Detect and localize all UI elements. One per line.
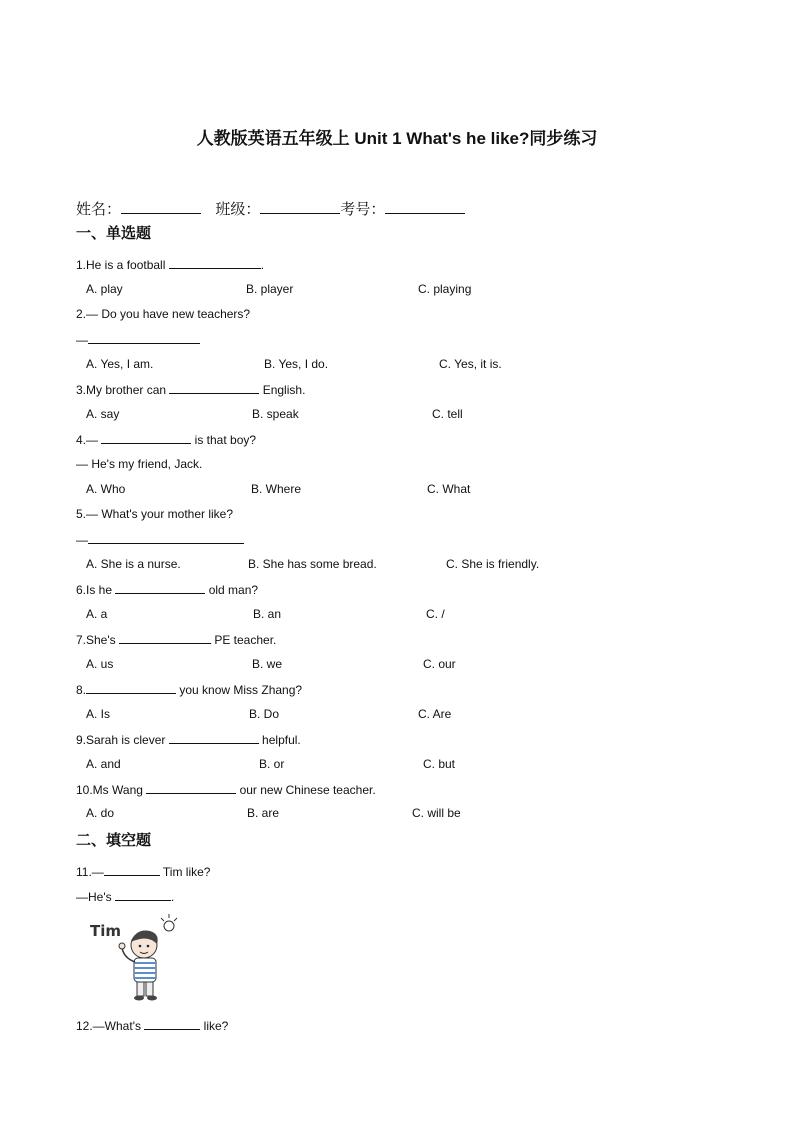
answer-blank[interactable] (101, 431, 191, 444)
class-blank[interactable] (260, 199, 340, 214)
q10-option-c[interactable]: C. will be (412, 806, 461, 820)
answer-blank[interactable] (88, 531, 244, 544)
q6-option-b[interactable]: B. an (253, 607, 282, 621)
answer-blank[interactable] (88, 331, 200, 344)
q1-option-c[interactable]: C. playing (418, 282, 472, 296)
question-9: 9.Sarah is clever helpful. (76, 733, 301, 747)
q4-option-c[interactable]: C. What (427, 482, 471, 496)
q4-option-b[interactable]: B. Where (251, 482, 302, 496)
q4-option-a[interactable]: A. Who (86, 482, 126, 496)
q4-reply: — He's my friend, Jack. (76, 457, 203, 471)
q6-option-a[interactable]: A. a (86, 607, 108, 621)
answer-blank[interactable] (104, 863, 160, 876)
answer-blank[interactable] (169, 731, 259, 744)
q7-option-c[interactable]: C. our (423, 657, 456, 671)
q7-option-b[interactable]: B. we (252, 657, 283, 671)
q5-option-b[interactable]: B. She has some bread. (248, 557, 377, 571)
question-10: 10.Ms Wang our new Chinese teacher. (76, 783, 376, 797)
q8-option-c[interactable]: C. Are (418, 707, 452, 721)
q5-answer-line: — (76, 531, 244, 548)
question-3: 3.My brother can English. (76, 383, 306, 397)
q1-option-a[interactable]: A. play (86, 282, 123, 296)
q1-option-b[interactable]: B. player (246, 282, 294, 296)
q7-option-a[interactable]: A. us (86, 657, 114, 671)
question-8: 8. you know Miss Zhang? (76, 683, 303, 697)
tim-illustration (84, 912, 184, 1004)
cartoon-boy-image (84, 912, 184, 1004)
q9-option-b[interactable]: B. or (259, 757, 285, 771)
answer-blank[interactable] (115, 888, 171, 901)
student-info-row (76, 198, 465, 219)
question-1: 1.He is a football . (76, 258, 265, 272)
q2-option-b[interactable]: B. Yes, I do. (264, 357, 329, 371)
answer-blank[interactable] (144, 1017, 200, 1030)
q2-answer-line: — (76, 331, 200, 348)
section-single-choice: 一、单选题 (76, 225, 152, 242)
q5-option-a[interactable]: A. She is a nurse. (86, 557, 181, 571)
q8-option-a[interactable]: A. Is (86, 707, 111, 721)
question-12: 12.—What's like? (76, 1019, 229, 1033)
answer-blank[interactable] (146, 781, 236, 794)
q3-option-c[interactable]: C. tell (432, 407, 463, 421)
tim-label: Tim (90, 922, 122, 940)
question-11: 11.— Tim like? (76, 865, 211, 879)
answer-blank[interactable] (115, 581, 205, 594)
section-fill-blank: 二、填空题 (76, 832, 152, 849)
q9-option-a[interactable]: A. and (86, 757, 121, 771)
q10-option-a[interactable]: A. do (86, 806, 115, 820)
question-7: 7.She's PE teacher. (76, 633, 277, 647)
page-title: 人教版英语五年级上 Unit 1 What's he like?同步练习 (196, 129, 598, 148)
name-label: 姓名： (76, 201, 122, 218)
class-label: 班级： (215, 201, 261, 218)
q2-option-a[interactable]: A. Yes, I am. (86, 357, 154, 371)
answer-blank[interactable] (86, 681, 176, 694)
q6-option-c[interactable]: C. / (426, 607, 445, 621)
name-blank[interactable] (121, 199, 201, 214)
q3-option-a[interactable]: A. say (86, 407, 120, 421)
question-4: 4.— is that boy? (76, 433, 257, 447)
answer-blank[interactable] (169, 381, 259, 394)
q3-option-b[interactable]: B. speak (252, 407, 299, 421)
answer-blank[interactable] (119, 631, 211, 644)
answer-blank[interactable] (169, 256, 261, 269)
q8-option-b[interactable]: B. Do (249, 707, 280, 721)
q2-option-c[interactable]: C. Yes, it is. (439, 357, 502, 371)
question-5: 5.— What's your mother like? (76, 507, 234, 521)
q10-option-b[interactable]: B. are (247, 806, 280, 820)
q9-option-c[interactable]: C. but (423, 757, 456, 771)
id-blank[interactable] (385, 199, 465, 214)
question-2: 2.— Do you have new teachers? (76, 307, 251, 321)
question-6: 6.Is he old man? (76, 583, 259, 597)
q11-reply: —He's . (76, 890, 175, 904)
q5-option-c[interactable]: C. She is friendly. (446, 557, 540, 571)
id-label: 考号： (340, 201, 386, 218)
